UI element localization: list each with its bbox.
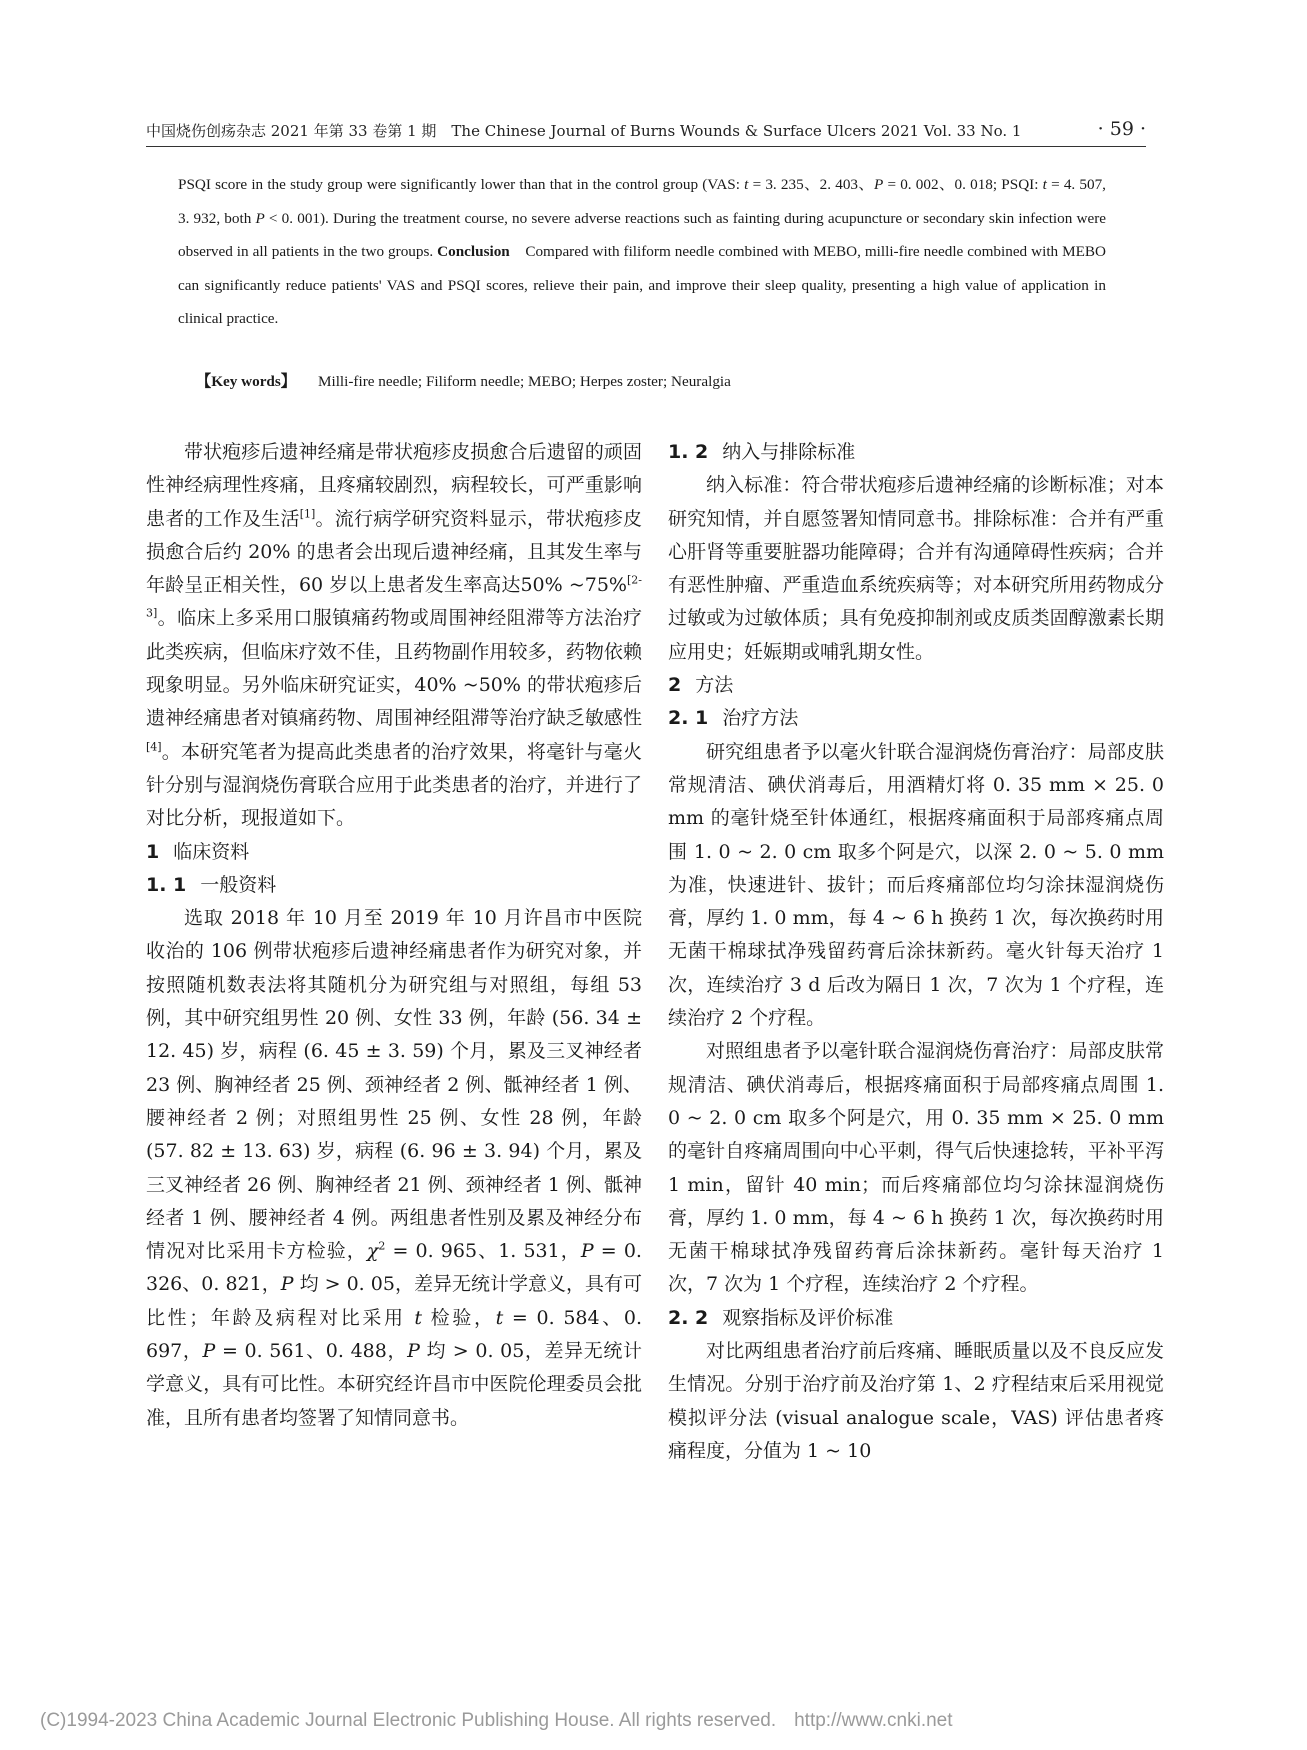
header-rule <box>146 146 1146 147</box>
section-1-1-heading: 1. 1 一般资料 <box>146 873 277 896</box>
abstract-continuation <box>178 168 1106 336</box>
general-info-paragraph: 选取 2018 年 10 月至 2019 年 10 月许昌市中医院收治的 106 例带状疱疹后遗神经痛患者作为研究对象，并按照随机数表法将其随机分为研究组与对照组，每组 53 例，其中研究组男性 20 例、女性 33 例，年龄 (56. 34 ± 12. 45) 岁，病程 (6. 45 ± 3. 59) 个月，累及三叉神经者 23 例、胸神经者 25 例、颈神经者 2 例、骶神经者 1 例、腰神经者 2 例；对照组男性 25 例、女性 28 例，年龄 (57. 82 ± 13. 63) 岁，病程 (6. 96 ± 3. 94) 个月，累及三叉神经者 26 例、胸神经者 21 例、颈神经者 1 例、骶神经者 1 例、腰神经者 4 例。两组患者性别及累及神经分布情况对比采用卡方检验，$\chi^2 = 0$. 965、1. 531，P = 0. 326、0. 821，P 均 > 0. 05，差异无统计学意义，具有可比性；年龄及病程对比采用 t 检验，t = 0. 584、0. 697，P = 0. 561、0. 488，P 均 > 0. 05，差异无统计学意义，具有可比性。本研究经许昌市中医院伦理委员会批准，且所有患者均签署了知情同意书。 <box>146 907 643 1429</box>
journal-title: 中国烧伤创疡杂志 2021 年第 33 卷第 1 期 The Chinese Journal of Burns Wounds & Surface Ulcers 2021 Vol. 33 No. 1 <box>146 122 1022 140</box>
right-column <box>668 436 1164 1468</box>
footer-url: http://www.cnki.net <box>794 1710 953 1731</box>
ref-3: [4] <box>146 740 162 754</box>
ref-1: [1] <box>299 507 316 521</box>
page-number: · 59 · <box>1097 118 1146 140</box>
keywords <box>196 370 1116 391</box>
keywords-text: Milli-fire needle; Filiform needle; MEBO; Herpes zoster; Neuralgia <box>317 373 731 390</box>
criteria-paragraph: 纳入标准：符合带状疱疹后遗神经痛的诊断标准；对本研究知情，并自愿签署知情同意书。排除标准：合并有严重心肝肾等重要脏器功能障碍；合并有沟通障碍性疾病；合并有恶性肿瘤、严重造血系统疾病等；对本研究所用药物成分过敏或为过敏体质；具有免疫抑制剂或皮质类固醇激素长期应用史；妊娠期或哺乳期女性。 <box>668 474 1164 663</box>
study-group-paragraph: 研究组患者予以毫火针联合湿润烧伤膏治疗：局部皮肤常规清洁、碘伏消毒后，用酒精灯将 0. 35 mm × 25. 0 mm 的毫针烧至针体通红，根据疼痛面积于局部疼痛点周围 1. 0 ~ 2. 0 cm 取多个阿是穴，以深 2. 0 ~ 5. 0 mm 为准，快速进针、拔针；而后疼痛部位均匀涂抹湿润烧伤膏，厚约 1. 0 mm，每 4 ~ 6 h 换药 1 次，每次换药时用无菌干棉球拭净残留药膏后涂抹新药。毫火针每天治疗 1 次，连续治疗 3 d 后改为隔日 1 次，7 次为 1 个疗程，连续治疗 2 个疗程。 <box>668 740 1164 1030</box>
intro-paragraph: 带状疱疹后遗神经痛是带状疱疹皮损愈合后遗留的顽固性神经病理性疼痛，且疼痛较剧烈，病程较长，可严重影响患者的工作及生活[1]。流行病学研究资料显示，带状疱疹皮损愈合后约 20% 的患者会出现后遗神经痛，且其发生率与年龄呈正相关性，60 岁以上患者发生率高达50% ~75%[2-3]。临床上多采用口服镇痛药物或周围神经阻滞等方法治疗此类疾病，但临床疗效不佳，且药物副作用较多，药物依赖现象明显。另外临床研究证实，40% ~50% 的带状疱疹后遗神经痛患者对镇痛药物、周围神经阻滞等治疗缺乏敏感性[4]。本研究笔者为提高此类患者的治疗效果，将毫针与毫火针分别与湿润烧伤膏联合应用于此类患者的治疗，并进行了对比分析，现报道如下。 <box>146 441 642 830</box>
section-1-2-heading: 1. 2 纳入与排除标准 <box>668 441 856 463</box>
section-1-heading: 1 临床资料 <box>146 840 250 863</box>
copyright-footer <box>40 1710 953 1732</box>
control-group-paragraph: 对照组患者予以毫针联合湿润烧伤膏治疗：局部皮肤常规清洁、碘伏消毒后，根据疼痛面积于局部疼痛点周围 1. 0 ~ 2. 0 cm 取多个阿是穴，用 0. 35 mm × 25. 0 mm 的毫针自疼痛周围向中心平刺，得气后快速捻转，平补平泻 1 min，留针 40 min；而后疼痛部位均匀涂抹湿润烧伤膏，厚约 1. 0 mm，每 4 ~ 6 h 换药 1 次，每次换药时用无菌干棉球拭净残留药膏后涂抹新药。毫针每天治疗 1 次，7 次为 1 个疗程，连续治疗 2 个疗程。 <box>668 1040 1164 1296</box>
observation-paragraph: 对比两组患者治疗前后疼痛、睡眠质量以及不良反应发生情况。分别于治疗前及治疗第 1、2 疗程结束后采用视觉模拟评分法 (visual analogue scale，VAS) 评估患者疼痛程度，分值为 1 ~ 10 <box>668 1340 1164 1462</box>
abstract-paragraph: PSQI score in the study group were significantly lower than that in the control group (VAS: t = 3. 235、2. 403、P = 0. 002、0. 018; PSQI: t = 4. 507, 3. 932, both P < 0. 001). During the treatment course, no severe adverse reactions such as fainting during acupuncture or secondary skin infection were observed in all patients in the two groups. Conclusion Compared with filiform needle combined with MEBO, milli-fire needle combined with MEBO can significantly reduce patients' VAS and PSQI scores, relieve their pain, and improve their sleep quality, presenting a high value of application in clinical practice. <box>178 176 1106 327</box>
running-header <box>146 120 1146 146</box>
ref-2: [2-3] <box>146 573 642 621</box>
section-2-2-heading: 2. 2 观察指标及评价标准 <box>668 1306 894 1329</box>
conclusion-label: Conclusion <box>437 243 510 260</box>
copyright-text: (C)1994-2023 China Academic Journal Electronic Publishing House. All rights reserved. <box>40 1710 777 1731</box>
keywords-label: 【Key words】 <box>196 373 296 390</box>
section-2-1-heading: 2. 1 治疗方法 <box>668 707 799 730</box>
left-column <box>146 436 642 1435</box>
section-2-heading: 2 方法 <box>668 674 734 697</box>
